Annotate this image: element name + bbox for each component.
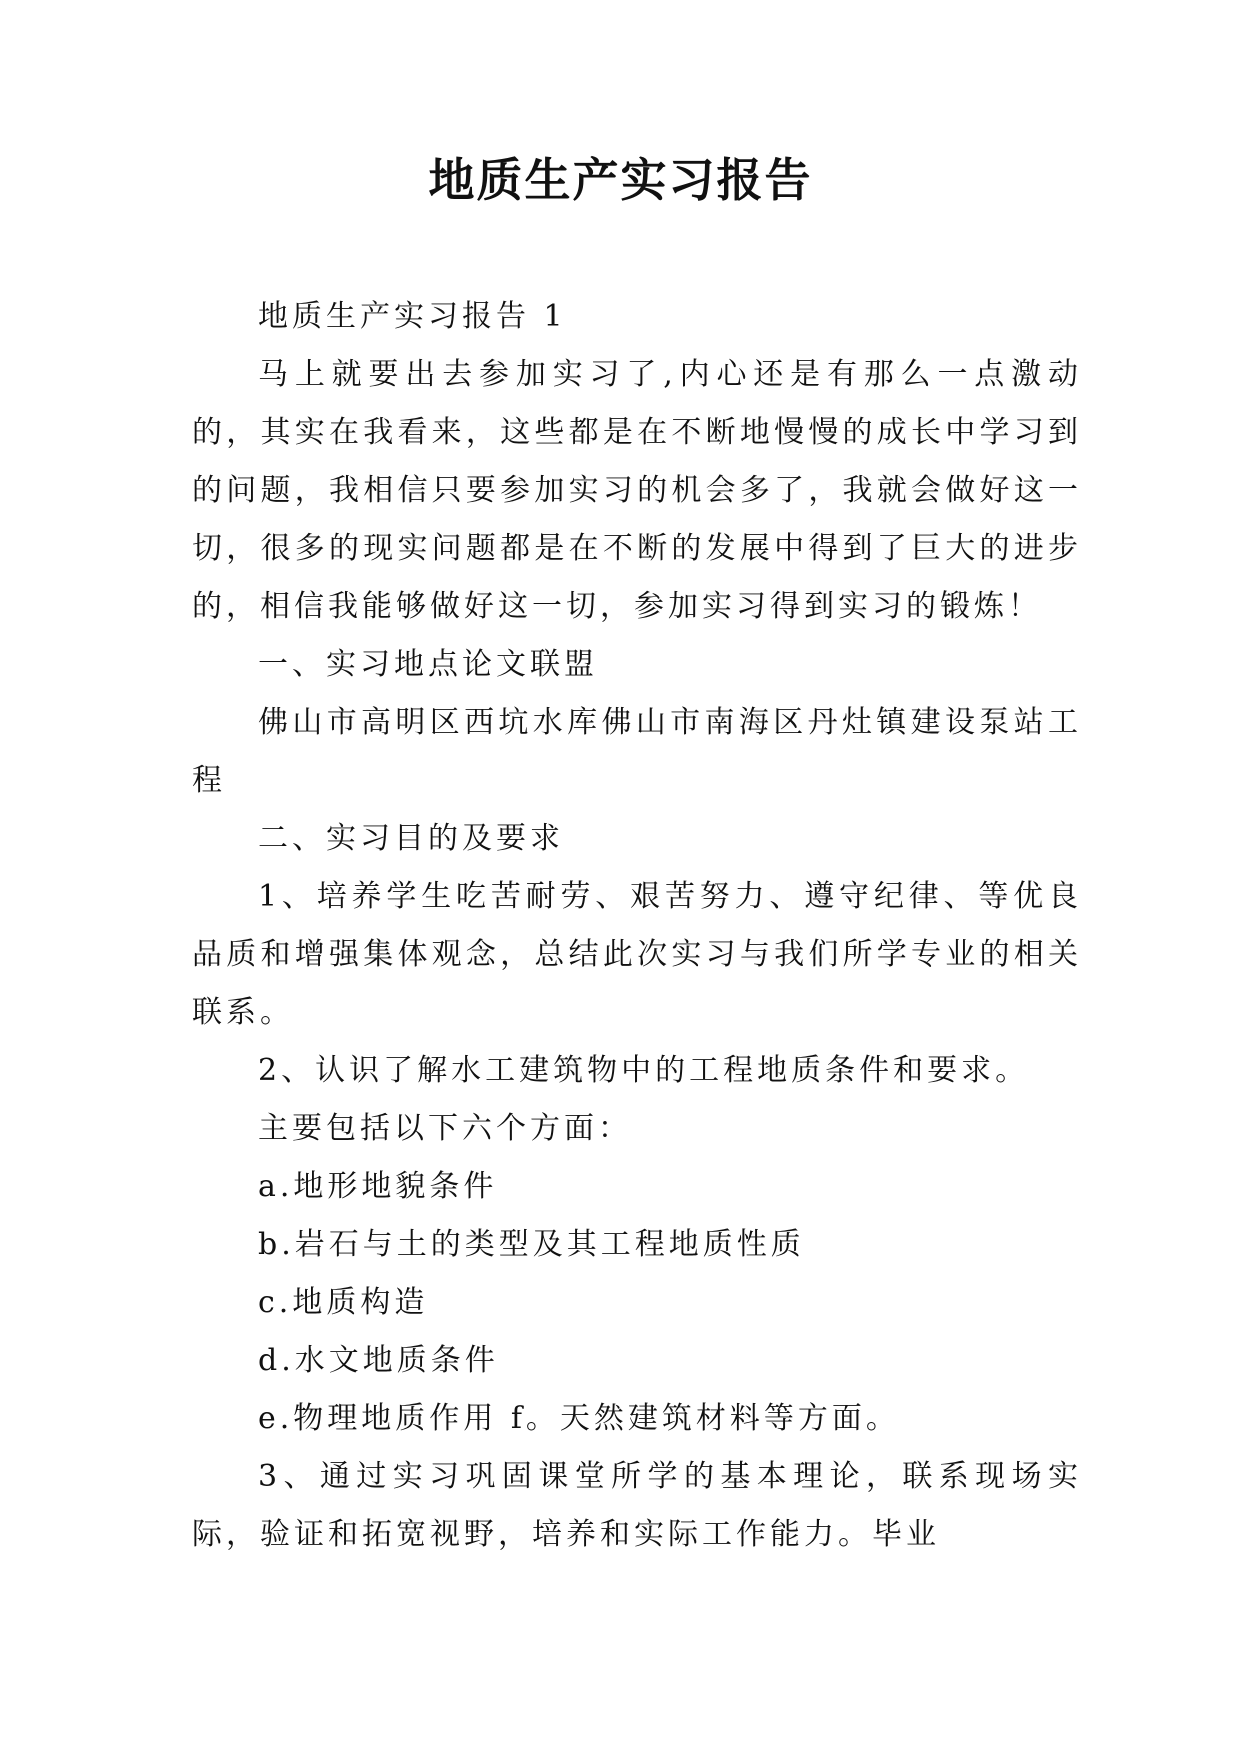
document-title: 地质生产实习报告: [428, 153, 813, 207]
document-body: [192, 288, 1082, 1564]
section-heading-goals: 二、实习目的及要求: [258, 821, 564, 856]
list-item-e: e.物理地质作用 f。天然建筑材料等方面。: [258, 1401, 900, 1436]
list-item-d: d.水文地质条件: [258, 1343, 499, 1378]
paragraph-goal-3: 3、通过实习巩固课堂所学的基本理论，联系现场实际，验证和拓宽视野，培养和实际工作能力。毕业: [192, 1459, 1082, 1552]
paragraph-goal-1: 1、培养学生吃苦耐劳、艰苦努力、遵守纪律、等优良品质和增强集体观念，总结此次实习与我们所学专业的相关联系。: [192, 879, 1082, 1030]
paragraph-intro: 马上就要出去参加实习了,内心还是有那么一点激动的，其实在我看来，这些都是在不断地慢慢的成长中学习到的问题，我相信只要参加实习的机会多了，我就会做好这一切，很多的现实问题都是在不断的发展中得到了巨大的进步的，相信我能够做好这一切，参加实习得到实习的锻炼！: [192, 357, 1082, 624]
paragraph-heading-1: 地质生产实习报告 1: [258, 299, 567, 334]
list-item-b: b.岩石与土的类型及其工程地质性质: [258, 1227, 805, 1262]
list-item-c: c.地质构造: [258, 1285, 429, 1320]
section-heading-location: 一、实习地点论文联盟: [258, 647, 598, 682]
paragraph-aspects-intro: 主要包括以下六个方面：: [258, 1111, 632, 1146]
paragraph-location: 佛山市高明区西坑水库佛山市南海区丹灶镇建设泵站工程: [192, 705, 1082, 798]
paragraph-goal-2: 2、认识了解水工建筑物中的工程地质条件和要求。: [258, 1053, 1030, 1088]
list-item-a: a.地形地貌条件: [258, 1169, 498, 1204]
